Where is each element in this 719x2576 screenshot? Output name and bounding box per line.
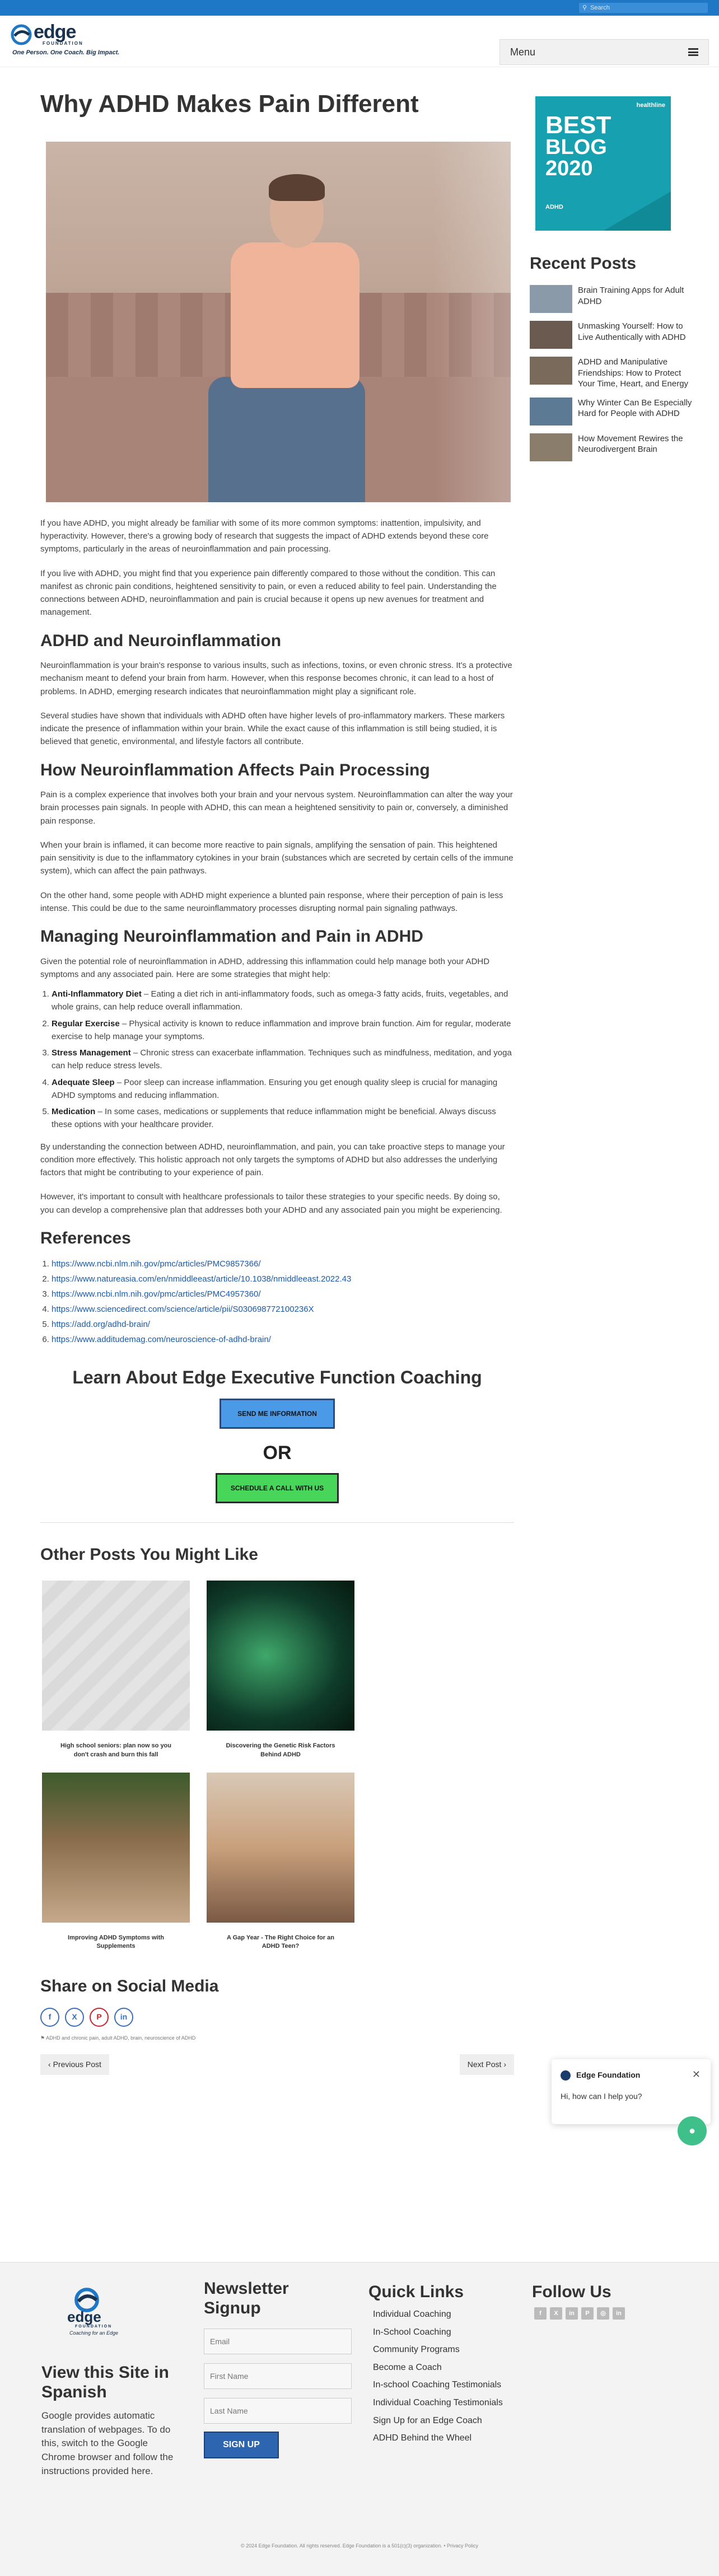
newsletter-title: Newsletter Signup xyxy=(204,2279,289,2317)
facebook-icon[interactable]: f xyxy=(40,2008,59,2027)
menu-button[interactable] xyxy=(499,39,709,65)
pinterest-icon[interactable]: P xyxy=(581,2307,594,2320)
recent-post[interactable] xyxy=(530,398,698,426)
chat-name: Edge Foundation xyxy=(576,2070,641,2079)
recent-post[interactable] xyxy=(530,285,698,313)
next-post-button[interactable] xyxy=(460,2054,514,2075)
strategy-name: Stress Management xyxy=(52,1048,131,1058)
logo-sub: FOUNDATION xyxy=(43,41,83,46)
quick-link[interactable]: ADHD Behind the Wheel xyxy=(373,2433,472,2443)
footer-logo[interactable] xyxy=(50,2286,134,2336)
body-paragraph: Several studies have shown that individuals with ADHD often have higher levels of pro-inflammatory markers. These markers indicate the presence of inflammation within your brain. While the exact cause of this inflammation is still being studied, it is believed that genetic, environmental, and lifestyle factors all contribute. xyxy=(40,710,505,747)
chevron-right-icon: › xyxy=(501,2060,506,2069)
post-caption[interactable]: A Gap Year - The Right Choice for an ADHD Teen? xyxy=(227,1934,334,1950)
quick-links-title: Quick Links xyxy=(368,2283,464,2301)
badge-topic: ADHD xyxy=(545,204,563,211)
recent-post-title[interactable]: Unmasking Yourself: How to Live Authentically with ADHD xyxy=(578,321,686,342)
section-heading: How Neuroinflammation Affects Pain Processing xyxy=(40,760,430,779)
body-paragraph: When your brain is inflamed, it can become more reactive to pain signals, amplifying the sensation of pain. This heightened pain sensitivity is due to the inflammatory cytokines in your brain (substances which are secreted by certain cells of the immune system), which can affect the pain pathways. xyxy=(40,840,513,876)
post-card[interactable] xyxy=(40,1773,192,1951)
body-paragraph: Neuroinflammation is your brain's response to various insults, such as infections, toxins, or even chronic stress. It's a protective mechanism meant to defend your brain from harm. However, when this response becomes chronic, it can lead to a host of problems. In ADHD, emerging research indicates that neuroinflammation might play a significant role. xyxy=(40,661,512,696)
badge-line: BEST xyxy=(545,111,611,139)
strategy-item xyxy=(52,988,514,1014)
badge-year: 2020 xyxy=(545,157,593,180)
strategy-text: – Eating a diet rich in anti-inflammatory foods, such as omega-3 fatty acids, fruits, vegetables, and whole grains, can help reduce overall inflammation. xyxy=(52,989,508,1012)
quick-link[interactable]: Sign Up for an Edge Coach xyxy=(373,2415,482,2425)
schedule-call-button[interactable]: SCHEDULE A CALL WITH US xyxy=(216,1473,339,1503)
last-name-field[interactable]: Last Name xyxy=(204,2398,352,2424)
logo-word: edge xyxy=(34,21,76,43)
divider xyxy=(40,1522,514,1523)
post-thumbnail[interactable] xyxy=(42,1581,190,1731)
site-footer xyxy=(0,2262,719,2576)
post-thumbnail[interactable] xyxy=(207,1581,354,1731)
recent-thumbnail[interactable] xyxy=(530,285,572,313)
recent-thumbnail[interactable] xyxy=(530,357,572,385)
or-divider: OR xyxy=(263,1442,292,1464)
footer-socials xyxy=(534,2307,625,2320)
post-thumbnail[interactable] xyxy=(42,1773,190,1923)
chat-widget[interactable] xyxy=(552,2059,711,2124)
strategy-name: Regular Exercise xyxy=(52,1018,120,1028)
footer-logo-word: edge xyxy=(67,2308,101,2325)
recent-thumbnail[interactable] xyxy=(530,321,572,349)
recent-post-title[interactable]: ADHD and Manipulative Friendships: How to Protect Your Time, Heart, and Energy xyxy=(578,357,689,389)
other-posts-grid xyxy=(40,1581,514,1951)
recent-post[interactable] xyxy=(530,357,698,390)
pinterest-icon[interactable]: P xyxy=(90,2008,109,2027)
strategy-list xyxy=(40,988,514,1132)
quick-link[interactable]: Community Programs xyxy=(373,2345,460,2355)
main-content xyxy=(40,90,514,2075)
next-label: Next Post xyxy=(467,2060,502,2069)
body-paragraph: By understanding the connection between ADHD, neuroinflammation, and pain, you can take proactive steps to manage your condition more effectively. This holistic approach not only targets the symptoms of ADHD but also addresses the underlying factors that might be contributing to your experience of pain. xyxy=(40,1142,505,1178)
x-icon[interactable]: X xyxy=(550,2307,562,2320)
spanish-text: Google provides automatic translation of webpages. To do this, switch to the Google Chrome browser and follow the instructions provided here. xyxy=(41,2410,174,2476)
follow-title: Follow Us xyxy=(532,2283,611,2301)
strategy-name: Adequate Sleep xyxy=(52,1077,115,1087)
linkedin-icon[interactable]: in xyxy=(566,2307,578,2320)
linkedin-icon[interactable]: in xyxy=(613,2307,625,2320)
body-paragraph: On the other hand, some people with ADHD might experience a blunted pain response, where their perception of pain is less intense. This could be due to the same neuroinflammatory processes disrupting normal pain signaling pathways. xyxy=(40,890,503,913)
send-info-button[interactable]: SEND ME INFORMATION xyxy=(220,1399,335,1429)
reference-link[interactable]: https://www.sciencedirect.com/science/article/pii/S030698772100236X xyxy=(52,1305,314,1315)
reference-link[interactable]: https://www.additudemag.com/neuroscience-of-adhd-brain/ xyxy=(52,1335,271,1345)
reference-link[interactable]: https://www.ncbi.nlm.nih.gov/pmc/articles/PMC9857366/ xyxy=(52,1259,261,1269)
facebook-icon[interactable]: f xyxy=(534,2307,547,2320)
strategy-text: – Poor sleep can increase inflammation. Ensuring you get enough quality sleep is crucial for managing ADHD symptoms and reducing inflammation. xyxy=(52,1077,498,1100)
sidebar xyxy=(530,96,698,469)
tags-text[interactable]: ADHD and chronic pain, adult ADHD, brain, neuroscience of ADHD xyxy=(46,2035,196,2041)
tag-icon: ⚑ xyxy=(40,2035,45,2041)
site-header xyxy=(0,16,719,67)
menu-label: Menu xyxy=(510,46,536,58)
strategy-text: – Physical activity is known to reduce inflammation and improve brain function. Aim for regular, moderate exercise to help manage your symptoms. xyxy=(52,1018,511,1041)
site-logo[interactable] xyxy=(10,22,133,56)
strategy-item xyxy=(52,1017,514,1044)
reference-link[interactable]: https://add.org/adhd-brain/ xyxy=(52,1320,150,1330)
chat-icon: ● xyxy=(688,2125,696,2137)
page-title: Why ADHD Makes Pain Different xyxy=(40,90,419,118)
logo-tagline: One Person. One Coach. Big Impact. xyxy=(12,49,120,56)
search-icon: ⚲ xyxy=(582,4,587,11)
reference-link[interactable]: https://www.ncbi.nlm.nih.gov/pmc/articles/PMC4957360/ xyxy=(52,1289,261,1299)
spanish-title: View this Site in Spanish xyxy=(41,2363,169,2401)
references-heading: References xyxy=(40,1228,131,1247)
recent-thumbnail[interactable] xyxy=(530,433,572,461)
quick-link[interactable]: Become a Coach xyxy=(373,2362,442,2372)
previous-post-button[interactable] xyxy=(40,2054,109,2075)
post-tags xyxy=(40,2035,514,2042)
recent-thumbnail[interactable] xyxy=(530,398,572,426)
strategy-text: – Chronic stress can exacerbate inflammation. Techniques such as mindfulness, meditation, and yoga can help reduce stress levels. xyxy=(52,1048,512,1071)
search-placeholder: Search xyxy=(590,4,610,11)
quick-links xyxy=(373,2308,507,2450)
strategy-name: Anti-Inflammatory Diet xyxy=(52,989,142,999)
chat-avatar xyxy=(561,2070,571,2081)
section-heading: Managing Neuroinflammation and Pain in ADHD xyxy=(40,927,423,946)
top-bar xyxy=(0,0,719,16)
previous-label: Previous Post xyxy=(53,2060,101,2069)
first-name-field[interactable]: First Name xyxy=(204,2363,352,2389)
quick-link[interactable]: Individual Coaching Testimonials xyxy=(373,2397,503,2407)
share-title: Share on Social Media xyxy=(40,1976,219,1995)
strategy-item xyxy=(52,1105,514,1132)
badge-brand: healthline xyxy=(636,102,665,109)
post-caption[interactable]: High school seniors: plan now so you don't crash and burn this fall xyxy=(60,1742,172,1758)
hero-image xyxy=(46,142,511,502)
quick-link[interactable]: Individual Coaching xyxy=(373,2309,451,2319)
intro-paragraph: If you have ADHD, you might already be familiar with some of its more common symptoms: inattention, impulsivity, and hyperactivity. However, there's a growing body of research that suggests the impact of ADHD extends beyond these core symptoms, particularly in the areas of neuroinflammation and pain processing. xyxy=(40,518,489,554)
instagram-icon[interactable]: ◎ xyxy=(597,2307,609,2320)
linkedin-icon[interactable]: in xyxy=(114,2008,133,2027)
section-heading: ADHD and Neuroinflammation xyxy=(40,631,282,650)
recent-post[interactable] xyxy=(530,433,698,461)
recent-post[interactable] xyxy=(530,321,698,349)
strategy-item xyxy=(52,1076,514,1102)
cta-title: Learn About Edge Executive Function Coaching xyxy=(72,1367,482,1388)
other-posts-title: Other Posts You Might Like xyxy=(40,1545,258,1564)
x-icon[interactable]: X xyxy=(65,2008,84,2027)
sign-up-button[interactable]: SIGN UP xyxy=(204,2432,279,2458)
body-paragraph: Pain is a complex experience that involves both your brain and your nervous system. Neuroinflammation can alter the way your brain processes pain signals. In people with ADHD, this can mean a heightened sensitivity to pain or, conversely, a diminished pain response. xyxy=(40,790,513,826)
recent-posts-title: Recent Posts xyxy=(530,254,637,273)
email-field[interactable]: Email xyxy=(204,2329,352,2354)
close-icon[interactable]: ✕ xyxy=(692,2069,701,2080)
edge-logo-icon xyxy=(10,24,32,46)
footer-logo-tagline: Coaching for an Edge xyxy=(69,2330,119,2336)
top-search[interactable] xyxy=(579,3,708,13)
intro-paragraph: If you live with ADHD, you might find that you experience pain differently compared to those without the condition. This can manifest as chronic pain conditions, heightened sensitivity to pain, or even a reduced ability to feel pain. Understanding the connections between ADHD, neuroinflammation and pain is crucial because it opens up new avenues for treatment and management. xyxy=(40,568,497,618)
post-card[interactable] xyxy=(205,1581,356,1759)
recent-post-title[interactable]: How Movement Rewires the Neurodivergent Brain xyxy=(578,433,683,454)
post-card[interactable] xyxy=(205,1773,356,1951)
strategy-name: Medication xyxy=(52,1107,96,1117)
chevron-left-icon: ‹ xyxy=(48,2060,53,2069)
recent-post-title[interactable]: Brain Training Apps for Adult ADHD xyxy=(578,286,684,306)
strategy-text: – In some cases, medications or supplements that reduce inflammation might be beneficial. Always discuss these options with your healthcare provider. xyxy=(52,1107,496,1130)
post-caption[interactable]: Discovering the Genetic Risk Factors Behind ADHD xyxy=(226,1742,335,1758)
reference-link[interactable]: https://www.natureasia.com/en/nmiddleeast/article/10.1038/nmiddleeast.2022.43 xyxy=(52,1274,352,1284)
post-thumbnail[interactable] xyxy=(207,1773,354,1923)
body-paragraph: However, it's important to consult with healthcare professionals to tailor these strategies to your specific needs. By doing so, you can develop a comprehensive plan that addresses both your ADHD and any associated pain you might be experiencing. xyxy=(40,1192,502,1215)
share-row xyxy=(40,2008,514,2027)
strategy-item xyxy=(52,1046,514,1073)
chat-launcher-button[interactable] xyxy=(678,2116,707,2145)
post-card[interactable] xyxy=(40,1581,192,1759)
hamburger-icon xyxy=(688,48,698,56)
post-caption[interactable]: Improving ADHD Symptoms with Supplements xyxy=(68,1934,164,1950)
footer-logo-sub: FOUNDATION xyxy=(75,2325,113,2329)
body-paragraph: Given the potential role of neuroinflammation in ADHD, addressing this inflammation could help manage both your ADHD symptoms and any associated pain. Here are some strategies that might help: xyxy=(40,956,490,979)
quick-link[interactable]: In-school Coaching Testimonials xyxy=(373,2380,502,2390)
post-pager xyxy=(40,2054,514,2075)
chat-message: Hi, how can I help you? xyxy=(561,2092,642,2101)
copyright: © 2024 Edge Foundation. All rights reserved. Edge Foundation is a 501(c)(3) organization. • Privacy Policy xyxy=(240,2543,478,2549)
references-list xyxy=(40,1256,514,1347)
recent-post-title[interactable]: Why Winter Can Be Especially Hard for People with ADHD xyxy=(578,398,692,418)
best-blog-badge[interactable] xyxy=(535,96,671,231)
quick-link[interactable]: In-School Coaching xyxy=(373,2327,451,2337)
badge-line: BLOG xyxy=(545,135,607,159)
